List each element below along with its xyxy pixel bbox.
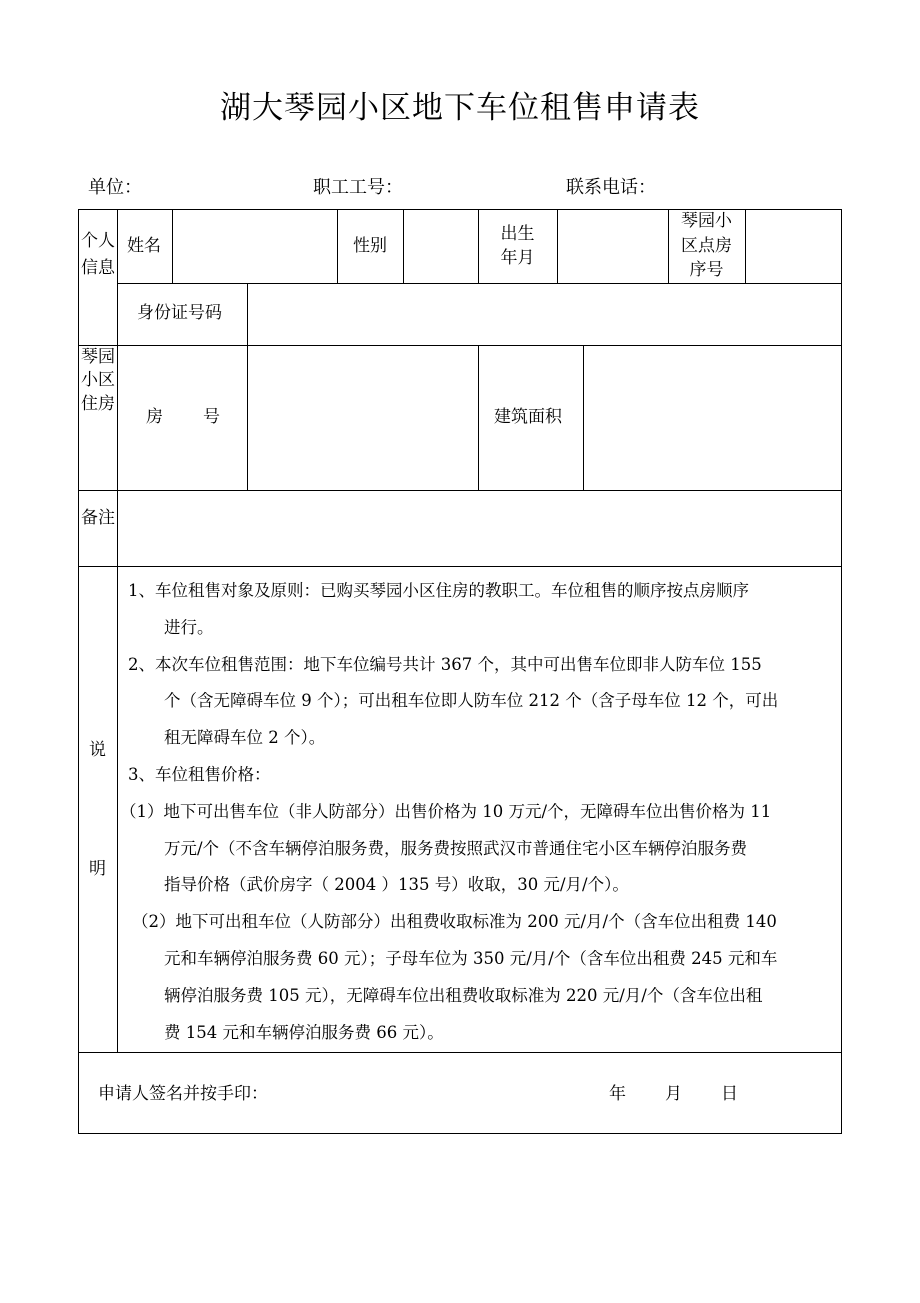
floor-area-label: 建筑面积 <box>494 407 562 427</box>
order-label-line1: 琴园小 <box>681 211 732 231</box>
row-divider <box>78 345 842 346</box>
note-item1-line1: 1、车位租售对象及原则：已购买琴园小区住房的教职工。车位租售的顺序按点房顺序 <box>128 581 749 600</box>
col-divider <box>478 345 479 490</box>
personal-section-label: 个人信息 <box>81 231 115 278</box>
id-number-label: 身份证号码 <box>137 303 222 323</box>
note-item3b-line4: 费 154 元和车辆停泊服务费 66 元）。 <box>164 1022 444 1042</box>
signature-day: 日 <box>721 1084 738 1104</box>
col-divider <box>403 209 404 283</box>
note-item3a-line1: （1）地下可出售车位（非人防部分）出售价格为 10 万元/个，无障碍车位出售价格为 11 <box>120 801 772 821</box>
col-divider <box>172 209 173 283</box>
row-divider <box>78 490 842 491</box>
note-item2-line3: 租无障碍车位 2 个）。 <box>164 728 326 748</box>
note-item3b-line3: 辆停泊服务费 105 元），无障碍车位出租费收取标准为 220 元/月/个（含车位出租 <box>164 985 763 1005</box>
row-divider <box>117 283 842 284</box>
name-label: 姓名 <box>127 236 161 256</box>
note-item1-line2: 进行。 <box>164 617 214 637</box>
gender-label: 性别 <box>353 236 387 256</box>
phone-label: 联系电话： <box>566 177 656 198</box>
note-item2-line2: 个（含无障碍车位 9 个）；可出租车位即人防车位 212 个（含子母车位 12 个，可出 <box>164 691 779 711</box>
col-divider <box>583 345 584 490</box>
room-label-part2: 号 <box>203 407 220 427</box>
signature-month: 月 <box>665 1084 682 1104</box>
note-item2-line1: 2、本次车位租售范围：地下车位编号共计 367 个，其中可出售车位即非人防车位 155 <box>128 654 762 674</box>
col-divider <box>337 209 338 283</box>
remarks-section-label: 备注 <box>81 508 115 528</box>
note-item3a-line2: 万元/个（不含车辆停泊服务费，服务费按照武汉市普通住宅小区车辆停泊服务费 <box>164 838 748 858</box>
order-label-line2: 区点房 <box>681 236 732 256</box>
birth-label-line2: 年月 <box>500 248 535 268</box>
signature-year: 年 <box>609 1084 626 1104</box>
housing-section-label: 琴园小区住房 <box>81 347 115 414</box>
col-divider <box>557 209 558 283</box>
note-item3a-line3: 指导价格（武价房字（ 2004 ）135 号）收取，30 元/月/个）。 <box>164 875 629 895</box>
room-label-part1: 房 <box>146 407 163 427</box>
page-title: 湖大琴园小区地下车位租售申请表 <box>220 90 700 126</box>
notes-label-line1: 说 <box>89 740 106 760</box>
col-divider <box>117 209 118 566</box>
notes-label-line2: 明 <box>89 859 106 879</box>
note-item3b-line2: 元和车辆停泊服务费 60 元）；子母车位为 350 元/月/个（含车位出租费 245 元和车 <box>164 948 778 968</box>
row-divider <box>78 1052 842 1053</box>
col-divider <box>478 209 479 283</box>
col-divider <box>117 566 118 1052</box>
note-item3-line1: 3、车位租售价格： <box>128 764 271 784</box>
note-item3b-line1: （2）地下可出租车位（人防部分）出租费收取标准为 200 元/月/个（含车位出租费 140 <box>132 912 777 932</box>
staff-id-label: 职工工号： <box>313 177 403 198</box>
unit-label: 单位： <box>88 177 142 198</box>
col-divider <box>247 283 248 490</box>
signature-label: 申请人签名并按手印： <box>98 1084 268 1104</box>
order-label-line3: 序号 <box>689 260 724 280</box>
notes-content <box>120 573 838 1051</box>
col-divider <box>745 209 746 283</box>
row-divider <box>78 566 842 567</box>
birth-label-line1: 出生 <box>500 224 535 244</box>
